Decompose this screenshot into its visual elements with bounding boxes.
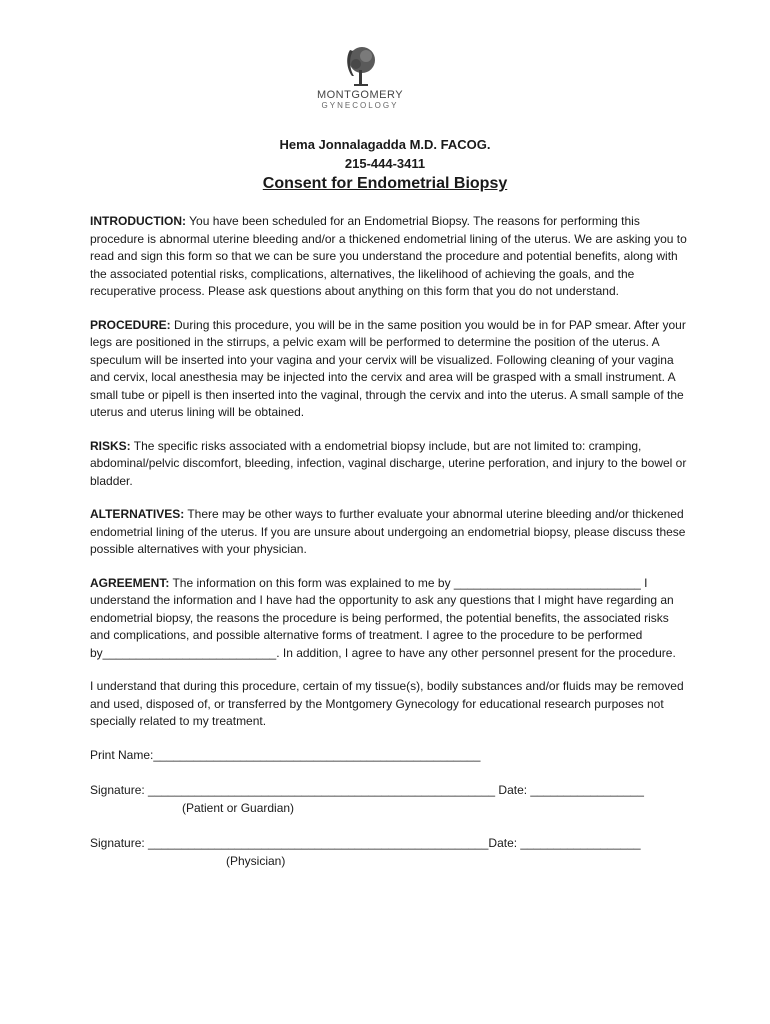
patient-signature-field[interactable]: Signature: ____________________________________________________ Date: _________________ — [90, 783, 644, 797]
tissue-section — [90, 678, 690, 731]
section-label: RISKS: — [90, 438, 131, 453]
section-label: AGREEMENT: — [90, 575, 170, 590]
section-text: During this procedure, you will be in the same position you would be in for PAP smear. After your legs are positioned in the stirrups, a pelvic exam will be performed to determine the position of the uterus. A speculum will be inserted into your vagina and your cervix will be visualized. Following cleaning of your vagina and cervix, local anesthesia may be injected into the cervix and area will be grasped with a small instrument. A small tube or pipell is then inserted into the vaginal, through the cervix and into the uterus. A small sample of the uterus and uterus lining will be obtained. — [90, 317, 686, 419]
section-label: INTRODUCTION: — [90, 214, 186, 228]
section-text: You have been scheduled for an Endometrial Biopsy. The reasons for performing this procedure is abnormal uterine bleeding and/or a thickened endometrial lining of the uterus. We are asking you to read and sign this form so that we can be sure you understand the procedure and potential benefits, along with the associated potential risks, complications, alternatives, the likelihood of achieving the goals, and the recuperative process. Please ask questions about anything on this form that you do not understand. — [90, 214, 687, 298]
physician-signature-note: (Physician) — [226, 853, 286, 868]
alternatives-section — [90, 506, 690, 559]
section-text: There may be other ways to further evaluate your abnormal uterine bleeding and/or thickened endometrial lining of the uterus. If you are unsure about undergoing an endometrial biopsy, please discuss these possible alternatives with your physician. — [90, 507, 686, 556]
patient-signature-note: (Patient or Guardian) — [182, 800, 295, 815]
procedure-section — [90, 317, 690, 422]
section-text: The information on this form was explained to me by ____________________________ I understand the information and I have had the opportunity to ask any questions that I might have regarding an endometrial biopsy, the reasons the procedure is being performed, the potential benefits, the associated risks and complications, and possible alternative forms of treatment. I agree to the procedure to be performed by__________________________. In addition, I agree to have any other personnel present for the procedure. — [90, 575, 676, 660]
section-text: The specific risks associated with a endometrial biopsy include, but are not limited to: cramping, abdominal/pelvic discomfort, bleeding, infection, vaginal discharge, uterine perforation, and injury to the bowel or bladder. — [90, 438, 687, 488]
physician-signature-field[interactable]: Signature: ___________________________________________________Date: __________________ — [90, 836, 641, 850]
phone-number: 215-444-3411 — [344, 156, 426, 171]
page-title: Consent for Endometrial Biopsy — [262, 175, 508, 192]
section-label: PROCEDURE: — [90, 317, 171, 332]
section-text: I understand that during this procedure, certain of my tissue(s), bodily substances and/or fluids may be removed and used, disposed of, or transferred by the Montgomery Gynecology for educational research purposes not specially related to my treatment. — [90, 679, 684, 728]
agreement-section — [90, 575, 690, 663]
doctor-name: Hema Jonnalagadda M.D. FACOG. — [279, 137, 491, 152]
intro-section — [90, 213, 690, 301]
tree-logo-icon — [336, 44, 384, 88]
risks-section — [90, 438, 690, 491]
practice-logo — [300, 44, 420, 116]
print-name-field[interactable]: Print Name:_________________________________________________ — [90, 747, 481, 762]
logo-name: MONTGOMERY — [316, 89, 404, 101]
section-label: ALTERNATIVES: — [90, 507, 185, 521]
logo-subtitle: GYNECOLOGY — [321, 101, 399, 110]
form-body — [90, 213, 690, 870]
